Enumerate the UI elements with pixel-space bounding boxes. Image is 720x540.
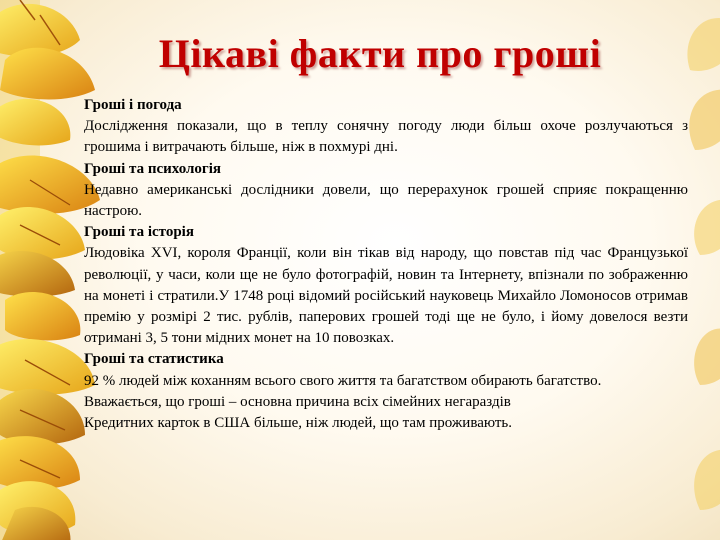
fact-line: Кредитних карток в США більше, ніж людей, що там проживають. [84,415,513,432]
section-text: Людовіка XVI, короля Франції, коли він тікав від народу, що повстав під час Французької революції, у часи, коли ще не було фотографій, новин та Інтернету, впізнали по зображенню на монеті і стратили.У 1748 році відомий російський науковець Михайло Ломоносов отримав премію у розмірі 2 тис. рублів, паперових грошей тоді ще не було, і йому довелося везти отримані 3, 5 тони мідних монет на 10 повозках. [84,245,688,347]
section-heading: Гроші і погода [84,97,182,113]
section-text: Дослідження показали, що в теплу сонячну погоду люди більш охоче розлучаються з грошима і витрачають більше, ніж в похмурі дні. [84,118,688,156]
section-text: 92 % людей між коханням всього свого життя та багатством обирають багатство. [84,372,602,389]
content-body [84,95,688,434]
page-title: Цікаві факти про гроші [158,31,602,76]
fact-line: Вважається, що гроші – основна причина всіх сімейних негараздів [84,393,511,410]
section-heading: Гроші та історія [84,224,194,241]
section-text: Недавно американські дослідники довели, що перерахунок грошей сприяє покращенню настрою. [84,181,688,220]
section-heading: Гроші та психологія [84,160,222,177]
section-heading: Гроші та статистика [84,351,224,368]
leaf-cluster-bottom [0,339,95,540]
